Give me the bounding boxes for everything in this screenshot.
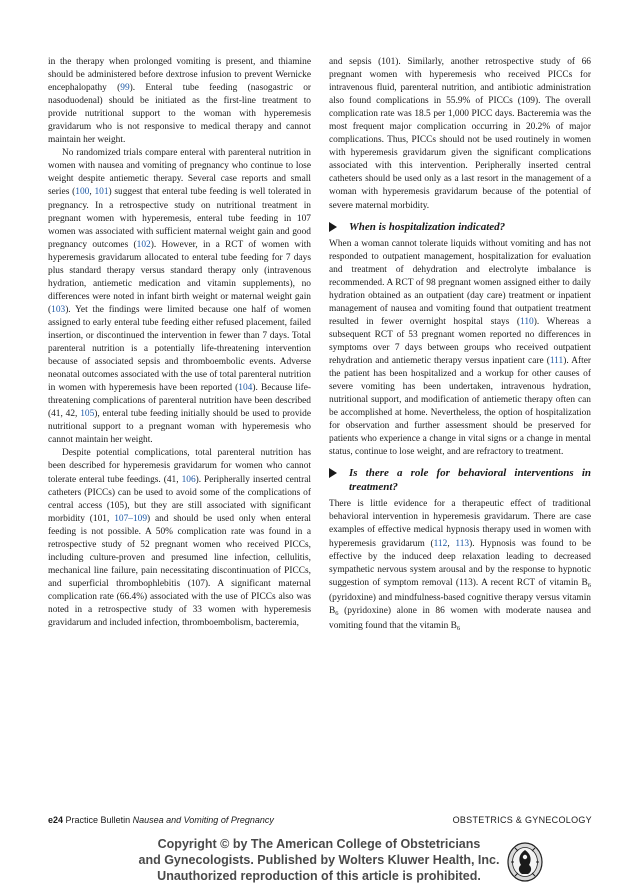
acog-seal-icon [505,840,545,884]
subscript: 6 [456,624,461,632]
page-footer [48,815,592,825]
left-paragraph-1: in the therapy when prolonged vomiting is present, and thiamine should be administered before dextrose infusion to prevent Wernicke encephalopathy (99). Enteral tube feeding (nasogastric or nasoduodenal) should be initiated as the first-line treatment to provide nutritional support to the woman with hyperemesis gravidarum who is not responsive to medical therapy and cannot maintain her weight. [48,57,311,146]
right-column [329,56,591,635]
triangle-bullet-icon [329,222,337,232]
reference-link[interactable]: 101 [94,187,109,198]
right-paragraph-2: When a woman cannot tolerate liquids without vomiting and has not responded to outpatient management, hospitalization for evaluation and treatment of dehydration and electrolyte imbalance is recommended. A RCT of 98 pregnant women assigned either to daily hydration obtained as an outpatient (day care) treatment or inpatient management of nausea and vomiting found that outpatient treatment resulted in fewer overnight hospital stays (110). Whereas a subsequent RCT of 53 pregnant women reported no differences in symptoms over 7 days between groups who received outpatient rehydration and antiemetic therapy versus inpatient care (111). After the patient has been hospitalized and a workup for other causes of severe vomiting has been undertaken, intravenous hydration, nutritional support, and modification of antiemetic therapy often can be accomplished at home. Nevertheless, the option of hospitalization for observation and further assessment should be preserved for patients who experience a change in vital signs or a change in mental status, continue to lose weight, and are refractory to treatment. [329,238,592,458]
copyright-line-1: Copyright © by The American College of Obstetricians [157,837,481,851]
page-number: e24 [48,815,64,825]
footer-title: Nausea and Vomiting of Pregnancy [132,815,274,825]
journal-name: OBSTETRICS & GYNECOLOGY [452,815,592,825]
reference-link[interactable]: 105 [80,409,95,420]
left-column [48,56,311,630]
reference-link[interactable]: 106 [181,474,196,485]
footer-left [48,815,274,825]
reference-link[interactable]: 107–109 [114,513,147,524]
left-paragraph-2: No randomized trials compare enteral with parenteral nutrition in women with nausea and vomiting of pregnancy who continue to lose weight despite antiemetic therapy. Several case reports and small series (100, 101) suggest that enteral tube feeding is well tolerated in pregnancy. In a retrospective study on nutritional treatment in pregnant women with hyperemesis, enteral tube feeding in 107 women was associated with sufficient maternal weight gain and good pregnancy outcomes (102). However, in a RCT of women with hyperemesis gravidarum allocated to enteral tube feeding for 7 days plus standard therapy versus standard therapy only (intravenous hydration, antiemetic medication and vitamin supplements), no differences were noted in infant birth weight or maternal weight gain (103). Yet the findings were limited because one half of women assigned to early enteral tube feeding either refused placement, failed insertion, or discontinued the intervention in fewer than 7 days. Total parenteral nutrition is a potentially life-threatening intervention because of associated sepsis and thromboembolic events. Adverse neonatal outcomes associated with the use of total parenteral nutrition in women with hyperemesis have been reported (104). Because life-threatening complications of parenteral nutrition have been described (41, 42, 105), enteral tube feeding initially should be used to provide nutritional support to a pregnant woman with hyperemesis who cannot maintain her weight. [48,148,312,446]
copyright-line-3: Unauthorized reproduction of this article is prohibited. [157,869,481,883]
subscript: 6 [335,609,339,617]
reference-link[interactable]: 113 [455,538,470,549]
right-paragraph-1: and sepsis (101). Similarly, another retrospective study of 66 pregnant women with hyperemesis who received PICCs for intravenous fluid, parenteral nutrition, and antibiotic administration also found complications in 55.9% of PICCs (109). The overall complication rate was 18.5 per 1,000 PICC days. Bacteremia was the most frequent major complication occurring in 20.2% of major complications. Thus, PICCs should not be used routinely in women with hyperemesis gravidarum given the significant complications associated with this intervention. Peripherally inserted central catheters should be used only as a last resort in the management of a woman with hyperemesis gravidarum because of the potential of severe maternal morbidity. [329,57,591,211]
reference-link[interactable]: 102 [136,239,151,250]
copyright-line-2: and Gynecologists. Published by Wolters Kluwer Health, Inc. [138,853,500,867]
left-paragraph-3: Despite potential complications, total parenteral nutrition has been described for hyperemesis gravidarum for women who cannot tolerate enteral tube feedings. (41, 106). Peripherally inserted central catheters (PICCs) can be used to avoid some of the complications of central access (105), but they are still associated with significant morbidity (101, 107–109) and should be used only when enteral feeding is not possible. A 50% complication rate was found in a retrospective study of 52 pregnant women who received PICCs, including culture-proven and presumed line infection, cellulitis, mechanical line failure, pain necessitating discontinuation of PICCs, and superficial thrombophlebitis (107). A significant maternal complication rate (66.4%) associated with the use of PICCs also was noted in a retrospective study of 33 women with hyperemesis gravidarum and included infection, thromboembolism, bacteremia, [48,448,312,629]
reference-link[interactable]: 112 [433,538,448,549]
reference-link[interactable]: 110 [519,316,534,327]
reference-link[interactable]: 99 [120,83,130,94]
footer-bulletin: Practice Bulletin [65,815,131,825]
right-paragraph-3: There is little evidence for a therapeutic effect of traditional behavioral intervention in hyperemesis gravidarum. There are case examples of effective medical hypnosis therapy used in women with hyperemesis gravidarum (112, 113). Hypnosis was found to be effective by the induced deep relaxation leading to decreased sympathetic nervous system arousal and by the response to hypnotic suggestion of symptom removal (113). A recent RCT of vitamin $B_6$ (pyridoxine) and mindfulness-based cognitive therapy versus vitamin $B_6$ (pyridoxine) alone in 86 women with moderate nausea and vomiting found that the vitamin $B_6$ [329,499,592,632]
reference-link[interactable]: 104 [238,383,253,394]
reference-link[interactable]: 103 [51,304,66,315]
section-heading-behavioral [329,466,591,494]
section-heading-text: Is there a role for behavioral interventions in treatment? [349,467,591,494]
triangle-bullet-icon [329,468,337,478]
section-heading-hospitalization [329,220,591,234]
section-heading-text: When is hospitalization indicated? [349,220,506,233]
reference-link[interactable]: 100 [75,187,90,198]
subscript: 6 [587,581,591,589]
reference-link[interactable]: 111 [549,355,564,366]
